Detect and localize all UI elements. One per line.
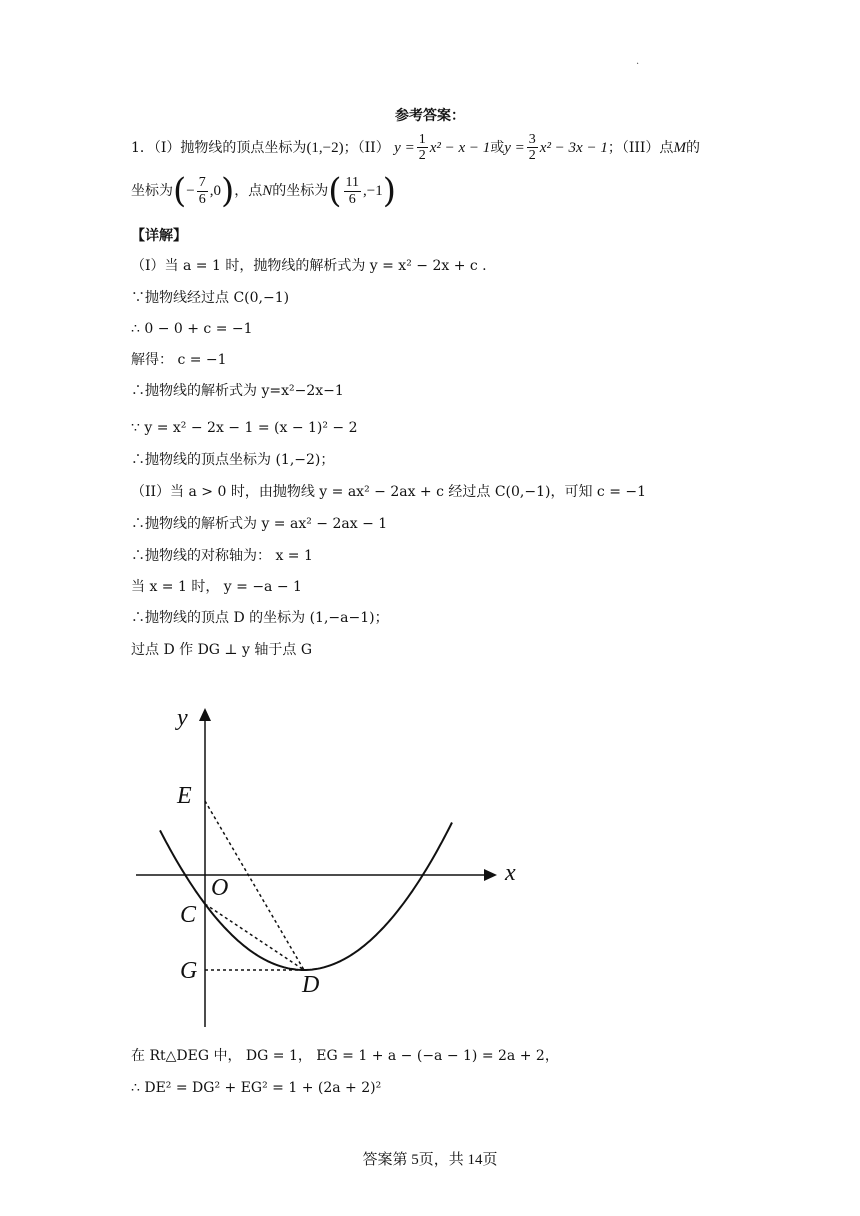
detail-line: 解得： c = −1 [131, 352, 227, 368]
label-O: O [211, 875, 229, 901]
answer-text: 坐标为 [131, 183, 173, 199]
answer-text: ；（II） [343, 139, 390, 156]
detail-line: ∴抛物线的解析式为 y=x²−2x−1 [131, 383, 344, 399]
fraction: $\frac{3}{2}$ [528, 132, 536, 164]
detail-line: ∵ y = x² − 2x − 1 = (x − 1)² − 2 [131, 420, 358, 436]
fraction: $\frac{11}{6}$ [345, 175, 360, 207]
detail-line: ∴抛物线的顶点 D 的坐标为 (1,−a−1)； [131, 610, 389, 626]
equation: y = [504, 139, 525, 156]
label-C: C [180, 902, 197, 928]
vertex-coord: (1,−2) [306, 139, 344, 156]
detail-line: 过点 D 作 DG ⊥ y 轴于点 G [131, 642, 313, 658]
detail-line: （I）当 a = 1 时，抛物线的解析式为 y = x² − 2x + c . [131, 258, 487, 274]
label-G: G [180, 958, 198, 984]
label-x: x [505, 860, 516, 886]
after-line: ∴ DE² = DG² + EG² = 1 + (2a + 2)² [131, 1080, 382, 1096]
detail-line: ∴ 0 − 0 + c = −1 [131, 321, 253, 337]
answer-text: 1．（I）抛物线的顶点坐标为 [131, 139, 307, 156]
detail-line: ∴抛物线的解析式为 y = ax² − 2ax − 1 [131, 516, 388, 532]
fraction: $\frac{1}{2}$ [418, 132, 426, 164]
detail-line: ∴抛物线的对称轴为： x = 1 [131, 548, 313, 564]
answer-text: ；（III）点 [607, 139, 674, 156]
answer-text: 的 [685, 139, 700, 156]
detail-line: （II）当 a > 0 时，由抛物线 y = ax² − 2ax + c 经过点 C(0,−1)，可知 c = −1 [131, 484, 647, 500]
detail-line: ∵抛物线经过点 C(0,−1) [131, 290, 290, 306]
page-footer: 答案第 5页，共 14页 [362, 1152, 498, 1168]
page-title: 参考答案： [395, 108, 465, 124]
detail-line: 当 x = 1 时， y = −a − 1 [131, 579, 302, 595]
parabola-curve [160, 823, 452, 971]
equation: x² − x − 1 [429, 139, 491, 156]
point-label: M [673, 139, 686, 156]
detail-heading: 【详解】 [131, 228, 187, 244]
x-axis-arrow [484, 869, 497, 881]
answer-line-2: 坐标为(− $\frac{7}{6}$ ,0)，点N的坐标为( $\frac{11}{6}$ ,−1) [131, 171, 396, 211]
equation: x² − 3x − 1 [539, 139, 608, 156]
segment-CD [205, 904, 304, 970]
fraction: $\frac{7}{6}$ [198, 175, 206, 207]
y-axis-arrow [199, 708, 211, 721]
after-line: 在 Rt△DEG 中， DG = 1， EG = 1 + a − (−a − 1) = 2a + 2， [131, 1048, 559, 1064]
label-D: D [302, 972, 320, 998]
equation: y = [394, 139, 415, 156]
answer-text: 或 [490, 139, 505, 156]
label-y: y [177, 705, 188, 731]
label-E: E [177, 783, 192, 809]
detail-line: ∴抛物线的顶点坐标为 (1,−2)； [131, 452, 335, 468]
answer-text: ，点 [234, 183, 263, 199]
point-label: N [262, 183, 273, 199]
header-dot: . [636, 56, 640, 67]
answer-text: 的坐标为 [272, 183, 329, 199]
